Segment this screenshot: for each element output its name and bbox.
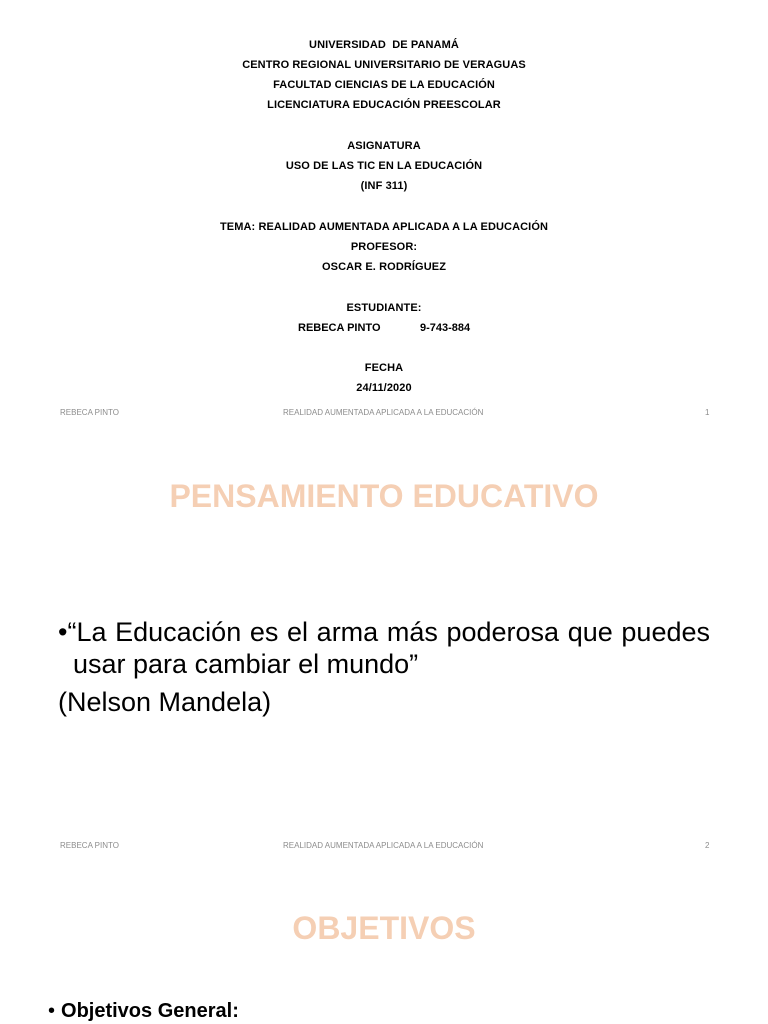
footer-topic: REALIDAD AUMENTADA APLICADA A LA EDUCACIÓN	[283, 841, 484, 850]
faculty: FACULTAD CIENCIAS DE LA EDUCACIÓN	[273, 79, 495, 91]
cover-slide	[0, 0, 768, 432]
bullet-icon: •	[58, 617, 68, 647]
date-value: 24/11/2020	[356, 382, 412, 394]
university-name: UNIVERSIDAD DE PANAMÁ	[309, 39, 459, 51]
quote-text: “La Educación es el arma más poderosa que puedes usar para cambiar el mundo”	[67, 617, 710, 679]
subject-name: USO DE LAS TIC EN LA EDUCACIÓN	[285, 160, 483, 172]
quote-slide	[0, 432, 768, 864]
objective-item	[48, 1000, 239, 1023]
footer-topic: REALIDAD AUMENTADA APLICADA A LA EDUCACIÓN	[283, 408, 484, 417]
regional-center: CENTRO REGIONAL UNIVERSITARIO DE VERAGUAS	[242, 59, 526, 71]
date-label: FECHA	[364, 362, 404, 374]
student-id: 9-743-884	[420, 322, 471, 334]
student-label: ESTUDIANTE:	[346, 302, 422, 314]
footer-page-number: 2	[705, 841, 710, 850]
professor-label: PROFESOR:	[350, 241, 418, 253]
quote-block	[58, 616, 710, 718]
topic-line: TEMA: REALIDAD AUMENTADA APLICADA A LA EDUCACIÓN	[219, 221, 549, 233]
degree: LICENCIATURA EDUCACIÓN PREESCOLAR	[267, 99, 501, 111]
footer-page-number: 1	[705, 408, 710, 417]
objective-label: Objetivos General:	[61, 1000, 239, 1022]
footer-author: REBECA PINTO	[60, 408, 119, 417]
subject-code: (INF 311)	[360, 180, 408, 192]
slide-title: PENSAMIENTO EDUCATIVO	[169, 478, 599, 514]
slide-title: OBJETIVOS	[292, 910, 476, 946]
footer-author: REBECA PINTO	[60, 841, 119, 850]
professor-name: OSCAR E. RODRÍGUEZ	[321, 261, 447, 273]
quote-author: (Nelson Mandela)	[58, 687, 272, 717]
subject-label: ASIGNATURA	[347, 140, 421, 152]
student-name: REBECA PINTO	[298, 322, 381, 334]
student-row	[0, 322, 768, 336]
objectives-slide	[0, 864, 768, 1024]
bullet-icon: •	[48, 1000, 56, 1022]
quote-paragraph	[58, 616, 710, 680]
